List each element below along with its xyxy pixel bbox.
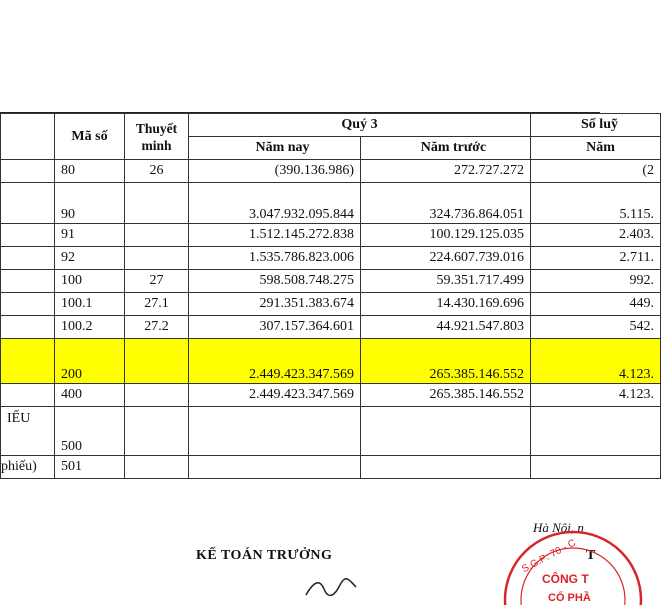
- row-current: 3.047.932.095.844: [189, 183, 361, 224]
- quarter-header: Quý 3: [189, 114, 531, 137]
- row-note: [125, 183, 189, 224]
- row-prior: [361, 407, 531, 456]
- right-signer-title: T: [586, 548, 596, 563]
- row-code: 400: [55, 384, 125, 407]
- accumulated-year-header: Năm: [531, 137, 661, 160]
- accumulated-header: Số luỹ: [531, 114, 661, 137]
- current-year-header: Năm nay: [189, 137, 361, 160]
- table-row: [1, 160, 661, 183]
- row-prior: 100.129.125.035: [361, 224, 531, 247]
- table-row: [1, 407, 661, 456]
- row-current: 291.351.383.674: [189, 293, 361, 316]
- row-note: [125, 339, 189, 384]
- company-stamp: [498, 525, 608, 605]
- row-accum: 2.711.: [531, 247, 661, 270]
- row-note: 27: [125, 270, 189, 293]
- row-code: 80: [55, 160, 125, 183]
- row-accum: [531, 407, 661, 456]
- row-accum: 4.123.: [531, 384, 661, 407]
- table-row: [1, 456, 661, 479]
- row-current: 598.508.748.275: [189, 270, 361, 293]
- row-label: phiếu): [1, 456, 55, 479]
- table-row: [1, 270, 661, 293]
- row-prior: 324.736.864.051: [361, 183, 531, 224]
- row-current: (390.136.986): [189, 160, 361, 183]
- row-current: 2.449.423.347.569: [189, 339, 361, 384]
- row-prior: 265.385.146.552: [361, 339, 531, 384]
- row-code: 100.2: [55, 316, 125, 339]
- row-code: 100.1: [55, 293, 125, 316]
- row-note: [125, 247, 189, 270]
- row-prior: 59.351.717.499: [361, 270, 531, 293]
- prior-year-header: Năm trước: [361, 137, 531, 160]
- row-accum: 449.: [531, 293, 661, 316]
- row-prior: 265.385.146.552: [361, 384, 531, 407]
- place-date-line: Hà Nội, n: [533, 520, 584, 535]
- row-code: 100: [55, 270, 125, 293]
- row-current: 1.535.786.823.006: [189, 247, 361, 270]
- table-row: [1, 316, 661, 339]
- row-accum: 4.123.: [531, 339, 661, 384]
- note-header: Thuyết minh: [125, 114, 189, 160]
- row-prior: [361, 456, 531, 479]
- label-header: [1, 114, 55, 160]
- stamp-text-mid: CÔNG T: [542, 572, 589, 586]
- highlighted-row: [1, 339, 661, 384]
- row-note: [125, 456, 189, 479]
- table-row: [1, 224, 661, 247]
- row-code: 92: [55, 247, 125, 270]
- row-note: [125, 224, 189, 247]
- signature-scribble: [300, 575, 360, 600]
- income-statement-table: [0, 113, 661, 479]
- row-code: 500: [55, 407, 125, 456]
- row-note: [125, 384, 189, 407]
- chief-accountant-title: KẾ TOÁN TRƯỞNG: [196, 548, 333, 563]
- table-row: [1, 247, 661, 270]
- row-current: 2.449.423.347.569: [189, 384, 361, 407]
- row-prior: 224.607.739.016: [361, 247, 531, 270]
- row-code: 200: [55, 339, 125, 384]
- row-accum: 992.: [531, 270, 661, 293]
- row-accum: 2.403.: [531, 224, 661, 247]
- row-current: [189, 407, 361, 456]
- row-accum: 542.: [531, 316, 661, 339]
- row-prior: 44.921.547.803: [361, 316, 531, 339]
- row-label: IẾU: [1, 407, 55, 456]
- stamp-text-bot: CỔ PHẦ: [548, 592, 591, 604]
- row-current: [189, 456, 361, 479]
- table-row: [1, 384, 661, 407]
- table-row: [1, 293, 661, 316]
- stamp-text-top: S.G.P: 70 - C: [520, 537, 578, 576]
- row-prior: 14.430.169.696: [361, 293, 531, 316]
- row-note: [125, 407, 189, 456]
- row-accum: (2: [531, 160, 661, 183]
- header-row-1: [1, 114, 661, 137]
- code-header: Mã số: [55, 114, 125, 160]
- row-note: 27.1: [125, 293, 189, 316]
- row-note: 26: [125, 160, 189, 183]
- row-code: 501: [55, 456, 125, 479]
- row-current: 307.157.364.601: [189, 316, 361, 339]
- row-code: 91: [55, 224, 125, 247]
- row-accum: [531, 456, 661, 479]
- row-note: 27.2: [125, 316, 189, 339]
- row-prior: 272.727.272: [361, 160, 531, 183]
- row-accum: 5.115.: [531, 183, 661, 224]
- table-row: [1, 183, 661, 224]
- row-current: 1.512.145.272.838: [189, 224, 361, 247]
- row-code: 90: [55, 183, 125, 224]
